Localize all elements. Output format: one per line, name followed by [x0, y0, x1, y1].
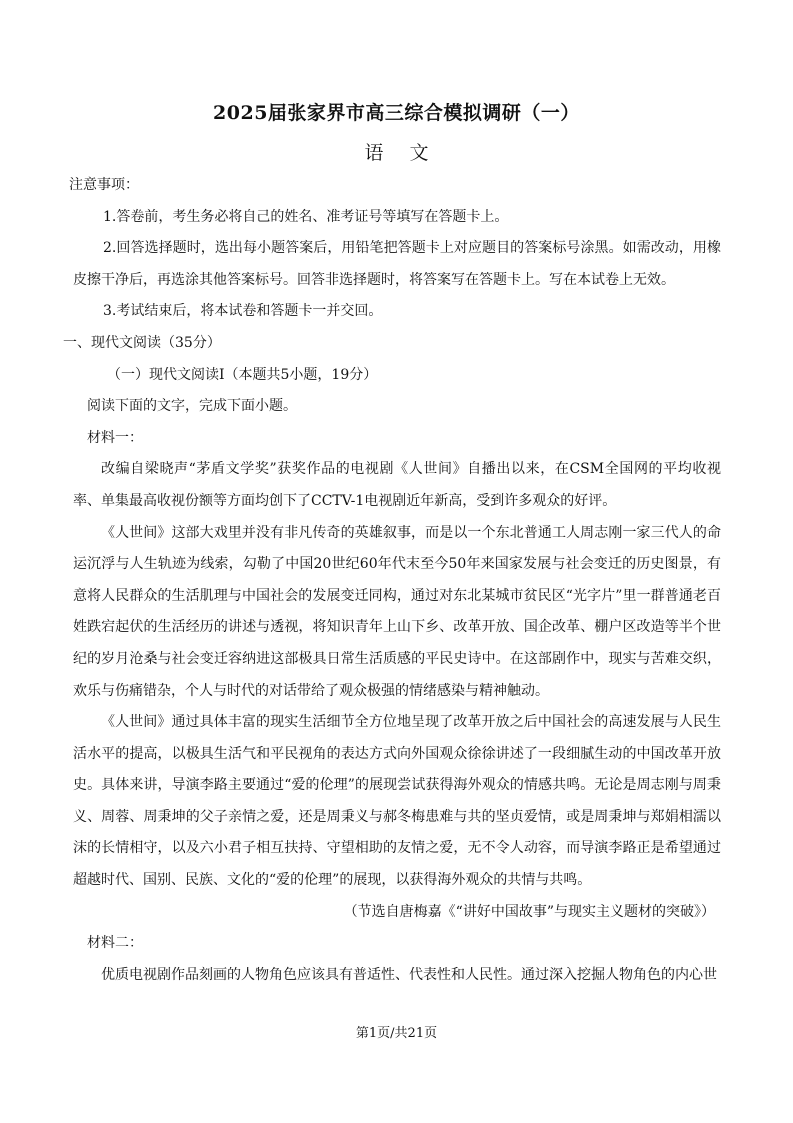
notice-item-1: 1.答卷前，考生务必将自己的姓名、准考证号等填写在答题卡上。	[103, 208, 509, 225]
material-2-paragraph: 优质电视剧作品刻画的人物角色应该具有普适性、代表性和人民性。通过深入挖掘人物角色的内心世	[101, 966, 717, 983]
page-number: 第1页/共21页	[355, 1026, 438, 1041]
subsection-heading: （一）现代文阅读Ⅰ（本题共5小题，19分）	[107, 366, 378, 383]
material-1-paragraph: 改编自梁晓声“茅盾文学奖”获奖作品的电视剧《人世间》自播出以来，在CSM全国网的平均收视率、单集最高收视份额等方面均创下了CCTV-1电视剧近年新高，受到许多观众的好评。	[73, 461, 721, 509]
material-1-paragraph: 《人世间》这部大戏里并没有非凡传奇的英雄叙事，而是以一个东北普通工人周志刚一家三代人的命运沉浮与人生轨迹为线索，勾勒了中国20世纪60年代末至今50年来国家发展与社会变迁的历史图景，有意将人民群众的生活肌理与中国社会的发展变迁同构，通过对东北某城市贫民区“光字片”里一群普通老百姓跌宕起伏的生活经历的讲述与透视，将知识青年上山下乡、改革开放、国企改革、棚户区改造等半个世纪的岁月沧桑与社会变迁容纳进这部极具日常生活质感的平民史诗中。在这部剧作中，现实与苦难交织，欢乐与伤痛错杂，个人与时代的对话带给了观众极强的情绪感染与精神触动。	[73, 524, 721, 699]
notice-heading: 注意事项：	[69, 177, 139, 193]
section-heading: 一、现代文阅读（35分）	[63, 334, 221, 351]
material-2-label: 材料二：	[87, 935, 143, 952]
subject-title: 语 文	[364, 142, 439, 164]
notice-item-2: 2.回答选择题时，选出每小题答案后，用铅笔把答题卡上对应题目的答案标号涂黑。如需改动，用橡皮擦干净后，再选涂其他答案标号。回答非选择题时，将答案写在答题卡上。写在本试卷上无效。	[73, 240, 721, 288]
exam-title: 2025届张家界市高三综合模拟调研（一）	[213, 102, 580, 124]
material-1-source: （节选自唐梅嘉《“讲好中国故事”与现实主义题材的突破》）	[343, 903, 715, 920]
material-1-paragraph: 《人世间》通过具体丰富的现实生活细节全方位地呈现了改革开放之后中国社会的高速发展与人民生活水平的提高，以极具生活气和平民视角的表达方式向外国观众徐徐讲述了一段细腻生动的中国改革开放史。具体来讲，导演李路主要通过“爱的伦理”的展现尝试获得海外观众的情感共鸣。无论是周志刚与周秉义、周蓉、周秉坤的父子亲情之爱，还是周秉义与郝冬梅患难与共的坚贞爱情，或是周秉坤与郑娟相濡以沫的长情相守，以及六小君子相互扶持、守望相助的友情之爱，无不令人动容，而导演李路正是希望通过超越时代、国别、民族、文化的“爱的伦理”的展现，以获得海外观众的共情与共鸣。	[73, 714, 721, 889]
reading-instruction: 阅读下面的文字，完成下面小题。	[87, 398, 297, 415]
exam-body	[63, 170, 721, 991]
notice-item-3: 3.考试结束后，将本试卷和答题卡一并交回。	[103, 303, 383, 320]
material-1-label: 材料一：	[87, 429, 143, 446]
